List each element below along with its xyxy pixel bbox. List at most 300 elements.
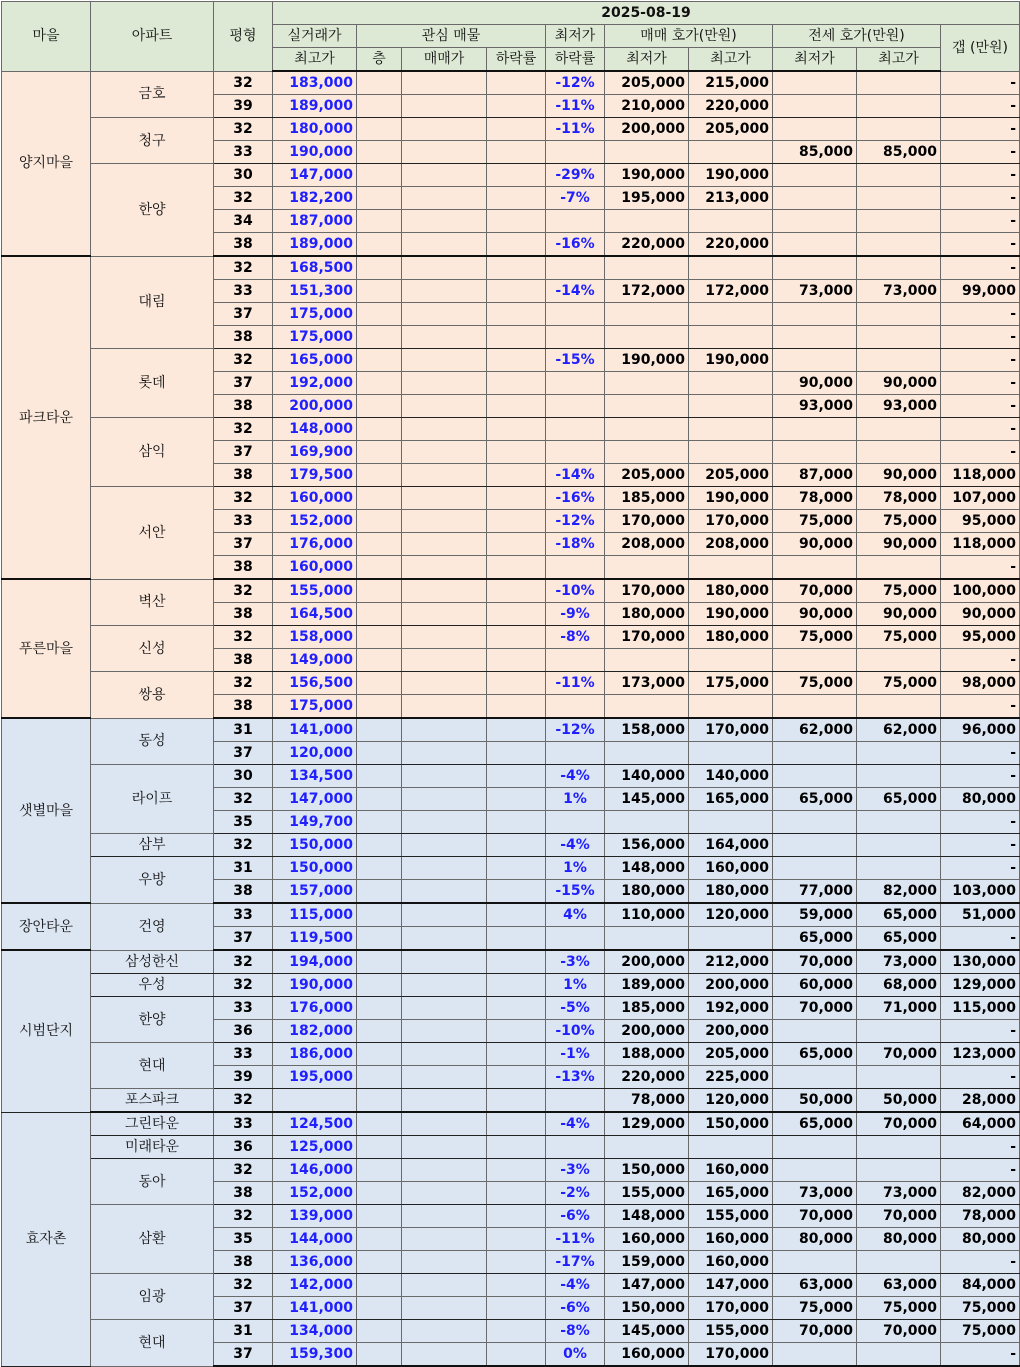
real-max-cell: 195,000 — [273, 1066, 357, 1089]
floor-cell — [357, 118, 402, 141]
drop-rate-cell — [487, 418, 546, 441]
jeonse-max-cell: 62,000 — [857, 718, 941, 742]
size-cell: 38 — [214, 1251, 273, 1274]
table-row — [2, 672, 1020, 695]
sale-min-cell: 140,000 — [605, 765, 689, 788]
table-row — [2, 256, 1020, 280]
sale-max-cell: 120,000 — [689, 903, 773, 927]
low-drop-cell — [546, 649, 605, 672]
sale-price-cell — [402, 579, 487, 603]
real-max-cell: 134,500 — [273, 765, 357, 788]
jeonse-max-cell — [857, 71, 941, 95]
jeonse-max-cell: 70,000 — [857, 1205, 941, 1228]
size-cell: 32 — [214, 788, 273, 811]
floor-cell — [357, 441, 402, 464]
low-drop-cell: -15% — [546, 349, 605, 372]
gap-cell: 75,000 — [941, 1320, 1020, 1343]
sale-min-cell: 205,000 — [605, 464, 689, 487]
low-drop-cell — [546, 695, 605, 719]
table-row — [2, 1112, 1020, 1136]
sale-max-cell — [689, 210, 773, 233]
jeonse-min-cell: 65,000 — [773, 1112, 857, 1136]
sale-min-cell: 150,000 — [605, 1297, 689, 1320]
sale-price-cell — [402, 927, 487, 951]
size-cell: 32 — [214, 1274, 273, 1297]
sale-max-cell: 200,000 — [689, 974, 773, 997]
floor-cell — [357, 1297, 402, 1320]
gap-cell: 80,000 — [941, 1228, 1020, 1251]
drop-rate-cell — [487, 672, 546, 695]
sale-min-cell: 129,000 — [605, 1112, 689, 1136]
gap-cell: - — [941, 141, 1020, 164]
jeonse-min-cell: 90,000 — [773, 533, 857, 556]
low-drop-cell: -3% — [546, 950, 605, 974]
jeonse-max-cell — [857, 1159, 941, 1182]
sale-min-cell: 190,000 — [605, 164, 689, 187]
sale-min-cell — [605, 141, 689, 164]
sale-min-cell — [605, 927, 689, 951]
real-max-cell: 192,000 — [273, 372, 357, 395]
low-drop-cell: -15% — [546, 880, 605, 904]
sale-price-cell — [402, 556, 487, 580]
jeonse-min-cell — [773, 1343, 857, 1367]
floor-cell — [357, 834, 402, 857]
drop-rate-cell — [487, 326, 546, 349]
jeonse-max-cell — [857, 187, 941, 210]
real-max-cell: 149,700 — [273, 811, 357, 834]
drop-rate-cell — [487, 141, 546, 164]
gap-cell: 129,000 — [941, 974, 1020, 997]
drop-rate-cell — [487, 510, 546, 533]
col-real-bottom: 최고가 — [273, 48, 357, 72]
sale-max-cell: 160,000 — [689, 1228, 773, 1251]
drop-rate-cell — [487, 118, 546, 141]
real-max-cell: 187,000 — [273, 210, 357, 233]
floor-cell — [357, 765, 402, 788]
sale-price-cell — [402, 372, 487, 395]
size-cell: 38 — [214, 464, 273, 487]
jeonse-max-cell — [857, 1020, 941, 1043]
sale-price-cell — [402, 326, 487, 349]
floor-cell — [357, 487, 402, 510]
size-cell: 33 — [214, 997, 273, 1020]
sale-max-cell: 220,000 — [689, 233, 773, 257]
size-cell: 34 — [214, 210, 273, 233]
drop-rate-cell — [487, 464, 546, 487]
apartment-cell: 우성 — [91, 974, 214, 997]
village-cell: 양지마을 — [2, 71, 91, 256]
table-row — [2, 1274, 1020, 1297]
jeonse-min-cell — [773, 1066, 857, 1089]
jeonse-max-cell: 82,000 — [857, 880, 941, 904]
sale-price-cell — [402, 118, 487, 141]
jeonse-min-cell: 70,000 — [773, 1205, 857, 1228]
floor-cell — [357, 1089, 402, 1113]
table-row — [2, 974, 1020, 997]
jeonse-min-cell — [773, 233, 857, 257]
sale-min-cell: 158,000 — [605, 718, 689, 742]
sale-min-cell: 160,000 — [605, 1343, 689, 1367]
low-drop-cell — [546, 1136, 605, 1159]
drop-rate-cell — [487, 1205, 546, 1228]
jeonse-min-cell — [773, 1020, 857, 1043]
real-max-cell: 147,000 — [273, 788, 357, 811]
low-drop-cell — [546, 303, 605, 326]
sale-price-cell — [402, 349, 487, 372]
jeonse-min-cell: 75,000 — [773, 672, 857, 695]
jeonse-max-cell — [857, 857, 941, 880]
drop-rate-cell — [487, 71, 546, 95]
table-body — [2, 71, 1020, 1366]
real-max-cell: 156,500 — [273, 672, 357, 695]
gap-cell: 80,000 — [941, 788, 1020, 811]
sale-max-cell: 120,000 — [689, 1089, 773, 1113]
low-drop-cell: -16% — [546, 233, 605, 257]
table-row — [2, 71, 1020, 95]
low-drop-cell: -6% — [546, 1205, 605, 1228]
sale-price-cell — [402, 834, 487, 857]
sale-min-cell — [605, 395, 689, 418]
jeonse-min-cell — [773, 164, 857, 187]
sale-price-cell — [402, 141, 487, 164]
floor-cell — [357, 1112, 402, 1136]
low-drop-cell: -13% — [546, 1066, 605, 1089]
jeonse-max-cell — [857, 834, 941, 857]
sale-max-cell — [689, 418, 773, 441]
size-cell: 32 — [214, 71, 273, 95]
sale-min-cell — [605, 418, 689, 441]
jeonse-max-cell: 65,000 — [857, 903, 941, 927]
size-cell: 32 — [214, 950, 273, 974]
jeonse-min-cell: 65,000 — [773, 927, 857, 951]
real-max-cell: 176,000 — [273, 997, 357, 1020]
jeonse-min-cell: 65,000 — [773, 788, 857, 811]
table-row — [2, 857, 1020, 880]
village-cell: 장안타운 — [2, 903, 91, 950]
apartment-cell: 삼성한신 — [91, 950, 214, 974]
real-max-cell: 141,000 — [273, 1297, 357, 1320]
real-max-cell: 115,000 — [273, 903, 357, 927]
village-cell: 시범단지 — [2, 950, 91, 1112]
drop-rate-cell — [487, 811, 546, 834]
jeonse-min-cell — [773, 834, 857, 857]
village-cell: 푸른마을 — [2, 579, 91, 718]
apartment-cell: 현대 — [91, 1043, 214, 1089]
gap-cell: - — [941, 1066, 1020, 1089]
floor-cell — [357, 71, 402, 95]
sale-price-cell — [402, 256, 487, 280]
sale-min-cell: 220,000 — [605, 1066, 689, 1089]
floor-cell — [357, 742, 402, 765]
size-cell: 38 — [214, 395, 273, 418]
sale-min-cell: 148,000 — [605, 857, 689, 880]
gap-cell: - — [941, 326, 1020, 349]
low-drop-cell — [546, 742, 605, 765]
gap-cell: - — [941, 556, 1020, 580]
sale-price-cell — [402, 280, 487, 303]
village-cell: 샛별마을 — [2, 718, 91, 903]
real-max-cell: 155,000 — [273, 579, 357, 603]
sale-min-cell: 172,000 — [605, 280, 689, 303]
low-drop-cell — [546, 556, 605, 580]
size-cell: 31 — [214, 1320, 273, 1343]
sale-price-cell — [402, 1043, 487, 1066]
floor-cell — [357, 303, 402, 326]
floor-cell — [357, 579, 402, 603]
low-drop-cell: -3% — [546, 1159, 605, 1182]
drop-rate-cell — [487, 718, 546, 742]
jeonse-min-cell: 90,000 — [773, 603, 857, 626]
sale-max-cell: 140,000 — [689, 765, 773, 788]
col-interest: 관심 매물 — [357, 25, 546, 48]
low-drop-cell: -2% — [546, 1182, 605, 1205]
floor-cell — [357, 533, 402, 556]
sale-max-cell — [689, 1136, 773, 1159]
jeonse-min-cell: 70,000 — [773, 579, 857, 603]
sale-min-cell — [605, 742, 689, 765]
sale-min-cell: 110,000 — [605, 903, 689, 927]
sale-max-cell — [689, 303, 773, 326]
real-max-cell: 160,000 — [273, 487, 357, 510]
drop-rate-cell — [487, 857, 546, 880]
jeonse-max-cell: 93,000 — [857, 395, 941, 418]
real-max-cell: 159,300 — [273, 1343, 357, 1367]
sale-min-cell: 210,000 — [605, 95, 689, 118]
sale-min-cell: 185,000 — [605, 997, 689, 1020]
drop-rate-cell — [487, 233, 546, 257]
real-max-cell: 182,200 — [273, 187, 357, 210]
apartment-cell: 쌍용 — [91, 672, 214, 719]
real-max-cell: 189,000 — [273, 233, 357, 257]
gap-cell: - — [941, 210, 1020, 233]
floor-cell — [357, 1320, 402, 1343]
low-drop-cell: -12% — [546, 718, 605, 742]
sale-price-cell — [402, 811, 487, 834]
apartment-cell: 삼익 — [91, 418, 214, 487]
size-cell: 39 — [214, 95, 273, 118]
real-max-cell — [273, 1089, 357, 1113]
gap-cell: - — [941, 1343, 1020, 1367]
jeonse-max-cell: 75,000 — [857, 579, 941, 603]
drop-rate-cell — [487, 256, 546, 280]
gap-cell: - — [941, 118, 1020, 141]
jeonse-min-cell — [773, 742, 857, 765]
sale-max-cell: 165,000 — [689, 788, 773, 811]
table-row — [2, 997, 1020, 1020]
size-cell: 37 — [214, 441, 273, 464]
jeonse-max-cell: 73,000 — [857, 950, 941, 974]
drop-rate-cell — [487, 95, 546, 118]
floor-cell — [357, 974, 402, 997]
size-cell: 30 — [214, 765, 273, 788]
low-drop-cell — [546, 210, 605, 233]
gap-cell: 96,000 — [941, 718, 1020, 742]
jeonse-min-cell — [773, 418, 857, 441]
sale-price-cell — [402, 510, 487, 533]
jeonse-max-cell: 90,000 — [857, 533, 941, 556]
sale-price-cell — [402, 1020, 487, 1043]
drop-rate-cell — [487, 349, 546, 372]
size-cell: 37 — [214, 533, 273, 556]
sale-min-cell — [605, 303, 689, 326]
jeonse-min-cell — [773, 811, 857, 834]
sale-price-cell — [402, 626, 487, 649]
low-drop-cell: -11% — [546, 95, 605, 118]
jeonse-min-cell: 50,000 — [773, 1089, 857, 1113]
drop-rate-cell — [487, 649, 546, 672]
real-max-cell: 152,000 — [273, 510, 357, 533]
jeonse-max-cell: 90,000 — [857, 372, 941, 395]
jeonse-max-cell — [857, 95, 941, 118]
low-drop-cell: -12% — [546, 71, 605, 95]
floor-cell — [357, 927, 402, 951]
drop-rate-cell — [487, 1228, 546, 1251]
drop-rate-cell — [487, 303, 546, 326]
gap-cell: 115,000 — [941, 997, 1020, 1020]
gap-cell: 100,000 — [941, 579, 1020, 603]
jeonse-max-cell: 75,000 — [857, 626, 941, 649]
floor-cell — [357, 95, 402, 118]
jeonse-max-cell: 75,000 — [857, 672, 941, 695]
size-cell: 38 — [214, 880, 273, 904]
jeonse-min-cell — [773, 441, 857, 464]
jeonse-min-cell: 59,000 — [773, 903, 857, 927]
jeonse-max-cell: 73,000 — [857, 1182, 941, 1205]
real-max-cell: 142,000 — [273, 1274, 357, 1297]
sale-min-cell: 180,000 — [605, 603, 689, 626]
sale-price-cell — [402, 903, 487, 927]
real-max-cell: 169,900 — [273, 441, 357, 464]
floor-cell — [357, 718, 402, 742]
sale-max-cell: 165,000 — [689, 1182, 773, 1205]
real-max-cell: 176,000 — [273, 533, 357, 556]
size-cell: 31 — [214, 718, 273, 742]
size-cell: 33 — [214, 903, 273, 927]
sale-max-cell: 215,000 — [689, 71, 773, 95]
apartment-cell: 포스파크 — [91, 1089, 214, 1113]
real-max-cell: 146,000 — [273, 1159, 357, 1182]
jeonse-min-cell: 70,000 — [773, 997, 857, 1020]
col-gap: 갭 (만원) — [941, 25, 1020, 72]
table-row — [2, 1089, 1020, 1113]
gap-cell: - — [941, 256, 1020, 280]
drop-rate-cell — [487, 903, 546, 927]
col-low-bottom: 하락률 — [546, 48, 605, 72]
sale-max-cell: 155,000 — [689, 1320, 773, 1343]
apartment-cell: 롯데 — [91, 349, 214, 418]
jeonse-min-cell — [773, 71, 857, 95]
low-drop-cell: -16% — [546, 487, 605, 510]
sale-max-cell: 175,000 — [689, 672, 773, 695]
sale-price-cell — [402, 187, 487, 210]
table-row — [2, 164, 1020, 187]
real-max-cell: 152,000 — [273, 1182, 357, 1205]
sale-max-cell — [689, 811, 773, 834]
low-drop-cell: -8% — [546, 1320, 605, 1343]
sale-max-cell: 180,000 — [689, 626, 773, 649]
jeonse-min-cell — [773, 1251, 857, 1274]
table-row — [2, 418, 1020, 441]
size-cell: 37 — [214, 742, 273, 765]
low-drop-cell: -11% — [546, 118, 605, 141]
apartment-cell: 신성 — [91, 626, 214, 672]
sale-min-cell: 188,000 — [605, 1043, 689, 1066]
floor-cell — [357, 210, 402, 233]
jeonse-max-cell — [857, 326, 941, 349]
jeonse-min-cell: 75,000 — [773, 626, 857, 649]
floor-cell — [357, 1136, 402, 1159]
sale-price-cell — [402, 974, 487, 997]
real-max-cell: 194,000 — [273, 950, 357, 974]
gap-cell: - — [941, 187, 1020, 210]
real-max-cell: 150,000 — [273, 834, 357, 857]
jeonse-max-cell: 70,000 — [857, 1112, 941, 1136]
jeonse-min-cell — [773, 1159, 857, 1182]
jeonse-max-cell — [857, 811, 941, 834]
low-drop-cell: -11% — [546, 672, 605, 695]
gap-cell: - — [941, 372, 1020, 395]
sale-price-cell — [402, 880, 487, 904]
sale-max-cell: 170,000 — [689, 510, 773, 533]
sale-price-cell — [402, 395, 487, 418]
real-max-cell: 125,000 — [273, 1136, 357, 1159]
jeonse-max-cell — [857, 210, 941, 233]
sale-price-cell — [402, 441, 487, 464]
size-cell: 37 — [214, 372, 273, 395]
drop-rate-cell — [487, 1136, 546, 1159]
size-cell: 32 — [214, 118, 273, 141]
size-cell: 38 — [214, 1182, 273, 1205]
floor-cell — [357, 695, 402, 719]
drop-rate-cell — [487, 834, 546, 857]
floor-cell — [357, 141, 402, 164]
size-cell: 32 — [214, 418, 273, 441]
drop-rate-cell — [487, 1043, 546, 1066]
jeonse-min-cell: 65,000 — [773, 1043, 857, 1066]
drop-rate-cell — [487, 1274, 546, 1297]
floor-cell — [357, 187, 402, 210]
sale-max-cell: 160,000 — [689, 1159, 773, 1182]
floor-cell — [357, 626, 402, 649]
gap-cell: 95,000 — [941, 510, 1020, 533]
drop-rate-cell — [487, 788, 546, 811]
sale-min-cell: 145,000 — [605, 1320, 689, 1343]
sale-max-cell: 192,000 — [689, 997, 773, 1020]
low-drop-cell — [546, 141, 605, 164]
jeonse-min-cell — [773, 326, 857, 349]
gap-cell: 118,000 — [941, 464, 1020, 487]
sale-price-cell — [402, 71, 487, 95]
col-village: 마을 — [2, 2, 91, 72]
sale-min-cell — [605, 556, 689, 580]
sale-price-cell — [402, 950, 487, 974]
size-cell: 32 — [214, 672, 273, 695]
floor-cell — [357, 1020, 402, 1043]
col-low-top: 최저가 — [546, 25, 605, 48]
floor-cell — [357, 395, 402, 418]
jeonse-max-cell — [857, 418, 941, 441]
table-row — [2, 1205, 1020, 1228]
size-cell: 32 — [214, 579, 273, 603]
real-max-cell: 144,000 — [273, 1228, 357, 1251]
real-max-cell: 179,500 — [273, 464, 357, 487]
floor-cell — [357, 903, 402, 927]
jeonse-max-cell — [857, 765, 941, 788]
sale-min-cell: 150,000 — [605, 1159, 689, 1182]
real-max-cell: 183,000 — [273, 71, 357, 95]
jeonse-max-cell: 63,000 — [857, 1274, 941, 1297]
sale-max-cell: 160,000 — [689, 857, 773, 880]
